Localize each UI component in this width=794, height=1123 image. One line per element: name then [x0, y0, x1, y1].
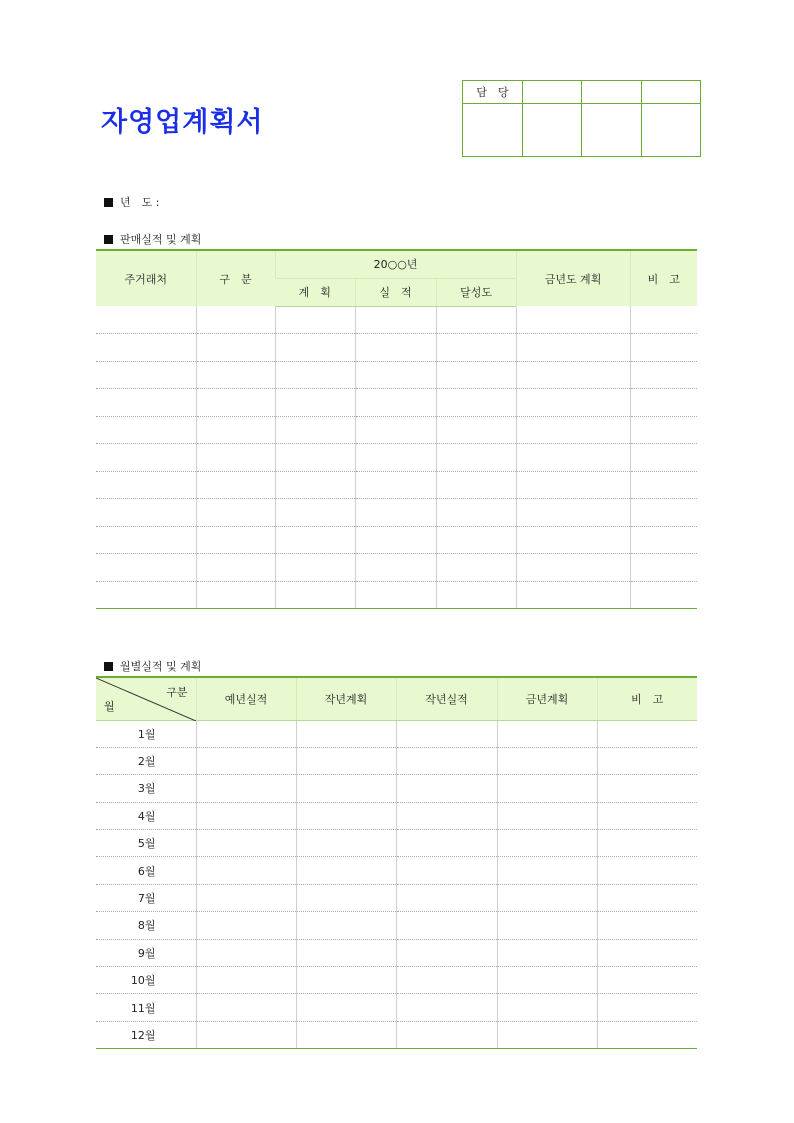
sales-cell[interactable] — [275, 361, 355, 389]
sales-cell[interactable] — [516, 471, 630, 499]
sales-cell[interactable] — [355, 306, 436, 334]
sales-cell[interactable] — [436, 306, 516, 334]
sales-cell[interactable] — [630, 306, 697, 334]
monthly-cell[interactable] — [597, 939, 697, 966]
monthly-cell[interactable] — [396, 747, 497, 774]
sales-cell[interactable] — [196, 581, 275, 609]
header-category: 구 분 — [196, 250, 275, 306]
monthly-cell[interactable] — [196, 912, 296, 939]
sales-cell[interactable] — [96, 416, 196, 444]
sales-cell[interactable] — [196, 334, 275, 362]
sales-cell[interactable] — [355, 554, 436, 582]
monthly-cell[interactable] — [196, 884, 296, 911]
sales-cell[interactable] — [96, 526, 196, 554]
monthly-cell[interactable] — [296, 747, 396, 774]
monthly-cell[interactable] — [497, 747, 597, 774]
month-label: 10월 — [96, 967, 196, 994]
monthly-cell[interactable] — [597, 802, 697, 829]
sales-cell[interactable] — [436, 554, 516, 582]
table-row — [96, 471, 697, 499]
monthly-cell[interactable] — [396, 994, 497, 1021]
sales-cell[interactable] — [355, 471, 436, 499]
monthly-cell[interactable] — [597, 720, 697, 747]
month-label: 11월 — [96, 994, 196, 1021]
sales-cell[interactable] — [436, 334, 516, 362]
sales-cell[interactable] — [516, 361, 630, 389]
sales-cell[interactable] — [96, 471, 196, 499]
monthly-cell[interactable] — [497, 939, 597, 966]
monthly-cell[interactable] — [597, 994, 697, 1021]
monthly-cell[interactable] — [196, 802, 296, 829]
sales-cell[interactable] — [355, 526, 436, 554]
sales-cell[interactable] — [630, 389, 697, 417]
sales-cell[interactable] — [516, 526, 630, 554]
month-label: 12월 — [96, 1021, 196, 1048]
month-label: 5월 — [96, 830, 196, 857]
header-diag-category: 구분 — [166, 686, 188, 699]
month-label: 8월 — [96, 912, 196, 939]
header-this-year-plan: 금년계획 — [497, 677, 597, 720]
monthly-cell[interactable] — [497, 884, 597, 911]
table-row — [96, 939, 697, 966]
sales-cell[interactable] — [630, 499, 697, 527]
square-bullet-icon — [104, 662, 113, 671]
approval-sign-cell[interactable] — [463, 104, 523, 157]
sales-cell[interactable] — [96, 499, 196, 527]
sales-cell[interactable] — [630, 334, 697, 362]
sales-cell[interactable] — [355, 334, 436, 362]
table-row — [96, 830, 697, 857]
sales-cell[interactable] — [275, 444, 355, 472]
sales-cell[interactable] — [275, 416, 355, 444]
approval-header-cell — [582, 81, 642, 104]
monthly-table — [96, 676, 697, 1049]
header-customer: 주거래처 — [96, 250, 196, 306]
sales-section-label — [104, 231, 201, 247]
monthly-cell[interactable] — [196, 830, 296, 857]
header-actual: 실 적 — [355, 278, 436, 306]
monthly-cell[interactable] — [597, 830, 697, 857]
monthly-cell[interactable] — [497, 720, 597, 747]
approval-header-cell — [642, 81, 701, 104]
monthly-cell[interactable] — [396, 775, 497, 802]
monthly-cell[interactable] — [396, 967, 497, 994]
month-label: 6월 — [96, 857, 196, 884]
month-label: 7월 — [96, 884, 196, 911]
month-label: 3월 — [96, 775, 196, 802]
sales-cell[interactable] — [196, 526, 275, 554]
sales-cell[interactable] — [355, 499, 436, 527]
table-row — [96, 306, 697, 334]
header-diag-month: 월 — [104, 699, 115, 713]
document-title: 자영업계획서 — [101, 107, 264, 138]
month-label: 4월 — [96, 802, 196, 829]
table-row — [96, 581, 697, 609]
sales-cell[interactable] — [436, 526, 516, 554]
sales-cell[interactable] — [630, 581, 697, 609]
approval-sign-cell[interactable] — [582, 104, 642, 157]
header-this-year-plan: 금년도 계획 — [516, 250, 630, 306]
sales-cell[interactable] — [630, 361, 697, 389]
table-row — [96, 361, 697, 389]
table-row — [96, 554, 697, 582]
monthly-cell[interactable] — [497, 857, 597, 884]
sales-cell[interactable] — [436, 581, 516, 609]
sales-table — [96, 249, 697, 609]
approval-sign-cell[interactable] — [523, 104, 582, 157]
monthly-cell[interactable] — [396, 1021, 497, 1048]
sales-cell[interactable] — [96, 389, 196, 417]
monthly-cell[interactable] — [196, 775, 296, 802]
monthly-cell[interactable] — [396, 830, 497, 857]
sales-cell[interactable] — [516, 499, 630, 527]
table-row — [96, 912, 697, 939]
sales-cell[interactable] — [275, 334, 355, 362]
table-row — [96, 416, 697, 444]
sales-cell[interactable] — [196, 306, 275, 334]
sales-cell[interactable] — [275, 389, 355, 417]
sales-cell[interactable] — [96, 444, 196, 472]
sales-cell[interactable] — [516, 416, 630, 444]
year-label-text: 년 도 : — [120, 196, 160, 209]
sales-cell[interactable] — [96, 334, 196, 362]
square-bullet-icon — [104, 235, 113, 244]
header-diagonal-cell — [96, 677, 196, 720]
monthly-cell[interactable] — [396, 912, 497, 939]
table-row — [96, 802, 697, 829]
monthly-cell[interactable] — [296, 857, 396, 884]
sales-cell[interactable] — [196, 499, 275, 527]
sales-cell[interactable] — [630, 526, 697, 554]
monthly-cell[interactable] — [597, 857, 697, 884]
monthly-cell[interactable] — [296, 1021, 396, 1048]
monthly-cell[interactable] — [597, 912, 697, 939]
sales-cell[interactable] — [196, 389, 275, 417]
table-row — [96, 994, 697, 1021]
sales-cell[interactable] — [196, 444, 275, 472]
header-prev-actual: 예년실적 — [196, 677, 296, 720]
sales-section-title: 판매실적 및 계획 — [120, 233, 202, 246]
table-row — [96, 775, 697, 802]
year-label — [104, 194, 159, 210]
monthly-cell[interactable] — [296, 830, 396, 857]
monthly-cell[interactable] — [196, 994, 296, 1021]
sales-cell[interactable] — [96, 306, 196, 334]
sales-cell[interactable] — [275, 499, 355, 527]
sales-cell[interactable] — [96, 554, 196, 582]
sales-cell[interactable] — [436, 389, 516, 417]
sales-cell[interactable] — [196, 471, 275, 499]
monthly-cell[interactable] — [497, 912, 597, 939]
month-label: 1월 — [137, 727, 156, 741]
sales-cell[interactable] — [516, 554, 630, 582]
sales-cell[interactable] — [275, 471, 355, 499]
sales-cell[interactable] — [196, 361, 275, 389]
monthly-cell[interactable] — [196, 720, 296, 747]
monthly-cell[interactable] — [196, 1021, 296, 1048]
sales-cell[interactable] — [436, 361, 516, 389]
header-remarks: 비 고 — [597, 677, 697, 720]
sales-cell[interactable] — [196, 554, 275, 582]
monthly-cell[interactable] — [296, 884, 396, 911]
monthly-cell[interactable] — [296, 994, 396, 1021]
table-row — [96, 444, 697, 472]
approval-sign-cell[interactable] — [642, 104, 701, 157]
monthly-cell[interactable] — [196, 967, 296, 994]
header-year: 20○○년 — [275, 250, 516, 278]
table-row — [96, 884, 697, 911]
table-row — [96, 499, 697, 527]
sales-cell[interactable] — [275, 526, 355, 554]
approval-header-cell — [523, 81, 582, 104]
sales-cell[interactable] — [355, 361, 436, 389]
monthly-cell[interactable] — [597, 775, 697, 802]
sales-cell[interactable] — [630, 444, 697, 472]
sales-cell[interactable] — [516, 306, 630, 334]
table-row — [96, 334, 697, 362]
header-last-year-actual: 작년실적 — [396, 677, 497, 720]
monthly-cell[interactable] — [296, 912, 396, 939]
monthly-cell[interactable] — [196, 939, 296, 966]
sales-cell[interactable] — [355, 444, 436, 472]
monthly-section-title: 월별실적 및 계획 — [120, 660, 202, 673]
sales-cell[interactable] — [355, 416, 436, 444]
sales-cell[interactable] — [355, 581, 436, 609]
monthly-section-label — [104, 658, 201, 674]
monthly-cell[interactable] — [497, 994, 597, 1021]
sales-cell[interactable] — [516, 389, 630, 417]
sales-cell[interactable] — [96, 581, 196, 609]
month-label: 2월 — [96, 747, 196, 774]
sales-cell[interactable] — [355, 389, 436, 417]
monthly-cell[interactable] — [296, 775, 396, 802]
table-row — [96, 1021, 697, 1048]
monthly-cell[interactable] — [396, 857, 497, 884]
monthly-cell[interactable] — [296, 967, 396, 994]
monthly-cell[interactable] — [396, 720, 497, 747]
table-row — [96, 857, 697, 884]
header-last-year-plan: 작년계획 — [296, 677, 396, 720]
table-row — [96, 720, 697, 747]
sales-cell[interactable] — [275, 581, 355, 609]
sales-cell[interactable] — [516, 444, 630, 472]
header-remarks: 비 고 — [630, 250, 697, 306]
table-row — [96, 389, 697, 417]
monthly-cell[interactable] — [396, 939, 497, 966]
monthly-cell[interactable] — [296, 802, 396, 829]
sales-cell[interactable] — [630, 416, 697, 444]
monthly-cell[interactable] — [396, 884, 497, 911]
sales-cell[interactable] — [516, 334, 630, 362]
month-label: 9월 — [96, 939, 196, 966]
sales-cell[interactable] — [275, 306, 355, 334]
header-achievement: 달성도 — [436, 278, 516, 306]
monthly-cell[interactable] — [296, 720, 396, 747]
sales-cell[interactable] — [96, 361, 196, 389]
sales-cell[interactable] — [275, 554, 355, 582]
sales-cell[interactable] — [436, 499, 516, 527]
approval-box — [462, 80, 701, 157]
sales-cell[interactable] — [630, 471, 697, 499]
table-row — [96, 967, 697, 994]
monthly-cell[interactable] — [196, 747, 296, 774]
monthly-cell[interactable] — [497, 802, 597, 829]
sales-cell[interactable] — [630, 554, 697, 582]
table-row — [96, 747, 697, 774]
approval-label: 담 당 — [463, 81, 523, 104]
monthly-cell[interactable] — [597, 884, 697, 911]
monthly-cell[interactable] — [497, 967, 597, 994]
monthly-cell[interactable] — [497, 830, 597, 857]
sales-cell[interactable] — [436, 416, 516, 444]
square-bullet-icon — [104, 198, 113, 207]
sales-cell[interactable] — [516, 581, 630, 609]
monthly-cell[interactable] — [196, 857, 296, 884]
table-row — [96, 526, 697, 554]
sales-cell[interactable] — [196, 416, 275, 444]
monthly-cell[interactable] — [296, 939, 396, 966]
sales-cell[interactable] — [436, 444, 516, 472]
monthly-cell[interactable] — [396, 802, 497, 829]
monthly-cell[interactable] — [597, 747, 697, 774]
monthly-cell[interactable] — [497, 775, 597, 802]
monthly-cell[interactable] — [497, 1021, 597, 1048]
header-plan: 계 획 — [275, 278, 355, 306]
sales-cell[interactable] — [436, 471, 516, 499]
monthly-cell[interactable] — [597, 1021, 697, 1048]
monthly-cell[interactable] — [597, 967, 697, 994]
